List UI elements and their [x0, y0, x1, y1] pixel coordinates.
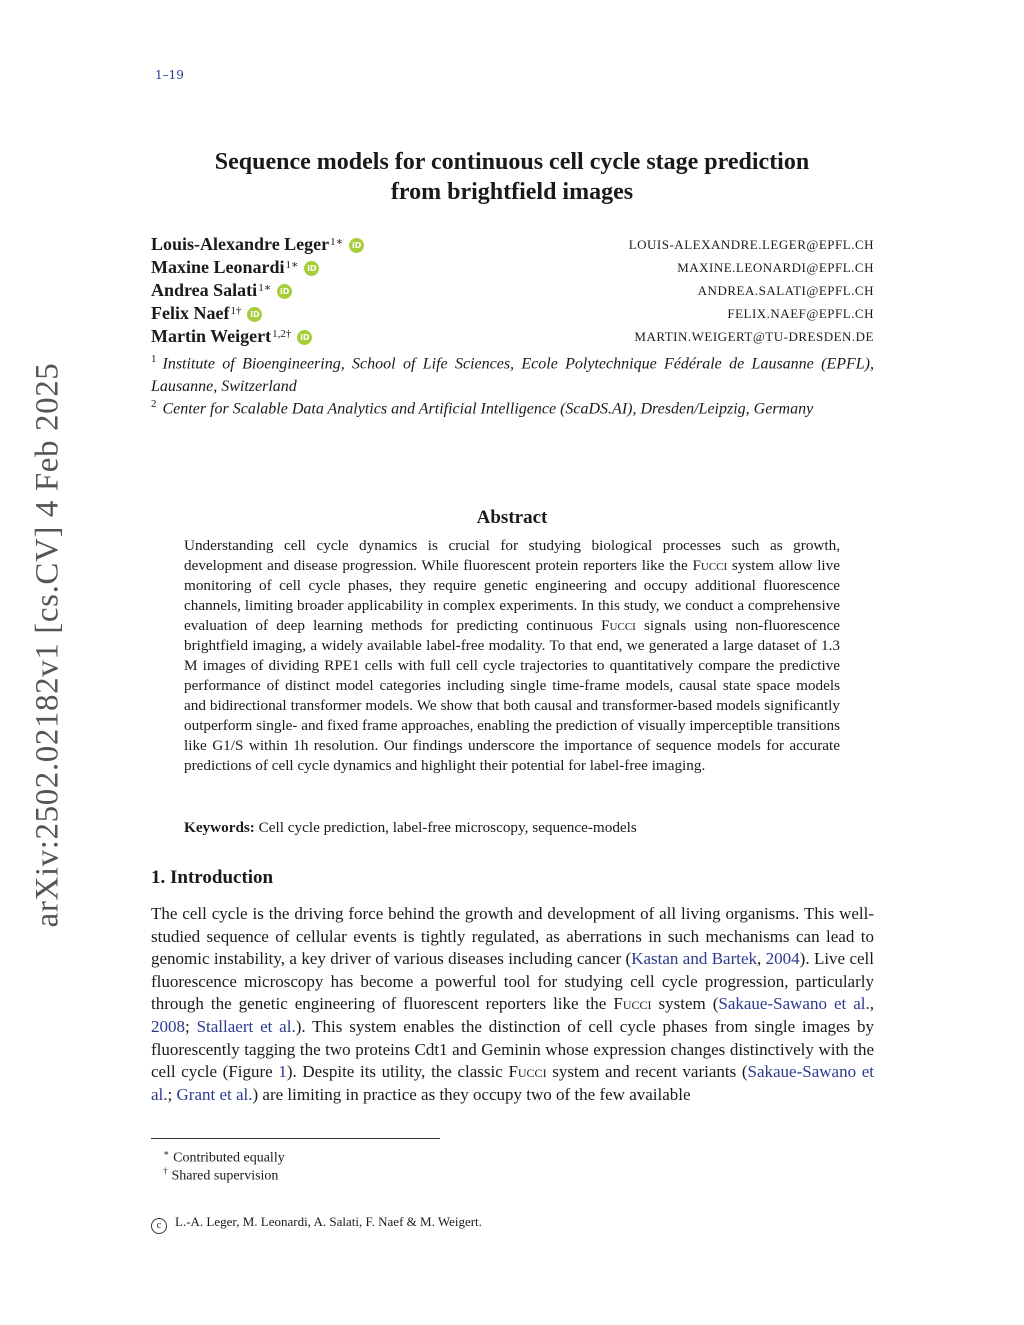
orcid-icon[interactable]: iD	[297, 330, 312, 345]
section-heading-introduction: 1. Introduction	[151, 867, 274, 888]
orcid-icon[interactable]: iD	[277, 284, 292, 299]
footnote-1: ∗ Contributed equally	[163, 1148, 285, 1166]
affiliation-1: $^1$ Institute of Bioengineering, School of Life Sciences, Ecole Polytechnique Fédérale de Lausanne (EPFL), Lausanne, Switzerland	[151, 353, 874, 395]
author-name: Andrea Salati$^{1∗}$ iD	[151, 279, 292, 301]
author-name: Martin Weigert$^{1,2\dagger}$ iD	[151, 325, 312, 347]
author-row	[151, 233, 874, 256]
footnote-2: † Shared supervision	[163, 1166, 279, 1184]
author-row	[151, 325, 874, 348]
citation-link[interactable]: 2008	[151, 1016, 185, 1036]
affiliation-2: $^2$ Center for Scalable Data Analytics and Artificial Intelligence (ScaDS.AI), Dresden/Leipzig, Germany	[151, 398, 814, 418]
author-row	[151, 302, 874, 325]
author-list	[151, 233, 874, 348]
page-range: 1–19	[155, 68, 184, 82]
author-row	[151, 279, 874, 302]
copyright-line: c L.-A. Leger, M. Leonardi, A. Salati, F. Naef & M. Weigert.	[151, 1214, 482, 1234]
citation-link[interactable]: Kastan and Bartek	[631, 949, 758, 969]
orcid-icon[interactable]: iD	[304, 261, 319, 276]
author-email[interactable]: MARTIN.WEIGERT@TU-DRESDEN.DE	[634, 329, 874, 344]
citation-link[interactable]: Sakaue-Sawano et al.	[718, 994, 870, 1014]
author-row	[151, 256, 874, 279]
citation-link[interactable]: 2004	[765, 949, 800, 969]
paper-title	[150, 147, 874, 207]
abstract-heading: Abstract	[476, 507, 548, 528]
keywords: Keywords: Cell cycle prediction, label-free microscopy, sequence-models	[184, 819, 637, 836]
author-name: Maxine Leonardi$^{1∗}$ iD	[151, 256, 319, 278]
author-email[interactable]: FELIX.NAEF@EPFL.CH	[727, 306, 874, 321]
author-email[interactable]: ANDREA.SALATI@EPFL.CH	[697, 283, 874, 298]
author-email[interactable]: MAXINE.LEONARDI@EPFL.CH	[677, 260, 874, 275]
footnote-divider	[151, 1138, 440, 1139]
author-name: Louis-Alexandre Leger$^{1∗}$ iD	[151, 233, 364, 255]
citation-link[interactable]: Stallaert et al.	[196, 1016, 296, 1036]
figure-reference-link[interactable]: 1	[278, 1062, 287, 1082]
orcid-icon[interactable]: iD	[349, 238, 364, 253]
citation-link[interactable]: Sakaue-Sawano et al.	[151, 1062, 874, 1104]
author-name: Felix Naef$^{1\dagger}$ iD	[151, 302, 262, 324]
orcid-icon[interactable]: iD	[247, 307, 262, 322]
citation-link[interactable]: Grant et al.	[176, 1084, 253, 1104]
title-line-1: Sequence models for continuous cell cycle stage prediction	[214, 149, 810, 175]
author-email[interactable]: LOUIS-ALEXANDRE.LEGER@EPFL.CH	[628, 237, 874, 252]
title-line-2: from brightfield images	[390, 179, 634, 205]
arxiv-identifier[interactable]: arXiv:2502.02182v1 [cs.CV] 4 Feb 2025	[29, 362, 66, 928]
introduction-text: The cell cycle is the driving force behind the growth and development of all living organisms. This well-studied sequence of cellular events is tightly regulated, as aberrations in such mechanisms can lead to genomic instability, a key driver of various diseases including cancer (Kastan and Bartek, 2004). Live cell fluorescence microscopy has become a powerful tool for studying cell cycle progression, particularly through the genetic engineering of fluorescent reporters like the Fucci system (Sakaue-Sawano et al., 2008; Stallaert et al.). This system enables the distinction of cell cycle phases from single images by fluorescently tagging the two proteins Cdt1 and Geminin whose expression changes distinctively with the cell cycle (Figure 1). Despite its utility, the classic Fucci system and recent variants (Sakaue-Sawano et al.; Grant et al.) are limiting in practice as they occupy two of the few available	[151, 904, 874, 1104]
abstract-text: Understanding cell cycle dynamics is crucial for studying biological processes such as growth, development and disease progression. While fluorescent protein reporters like the Fucci system allow live monitoring of cell cycle phases, they require genetic engineering and occupy additional fluorescence channels, limiting broader applicability in complex experiments. In this study, we conduct a comprehensive evaluation of deep learning methods for predicting continuous Fucci signals using non-fluorescence brightfield imaging, a widely available label-free modality. To that end, we generated a large dataset of 1.3 M images of dividing RPE1 cells with full cell cycle trajectories to quantitatively compare the predictive performance of distinct model categories including single time-frame models, causal state space models and bidirectional transformer models. We show that both causal and transformer-based models significantly outperform single- and fixed frame approaches, enabling the prediction of visually imperceptible transitions like G1/S within 1h resolution. Our findings underscore the importance of sequence models for accurate predictions of cell cycle dynamics and highlight their potential for label-free imaging.	[184, 537, 841, 774]
copyright-icon: c	[151, 1218, 167, 1234]
